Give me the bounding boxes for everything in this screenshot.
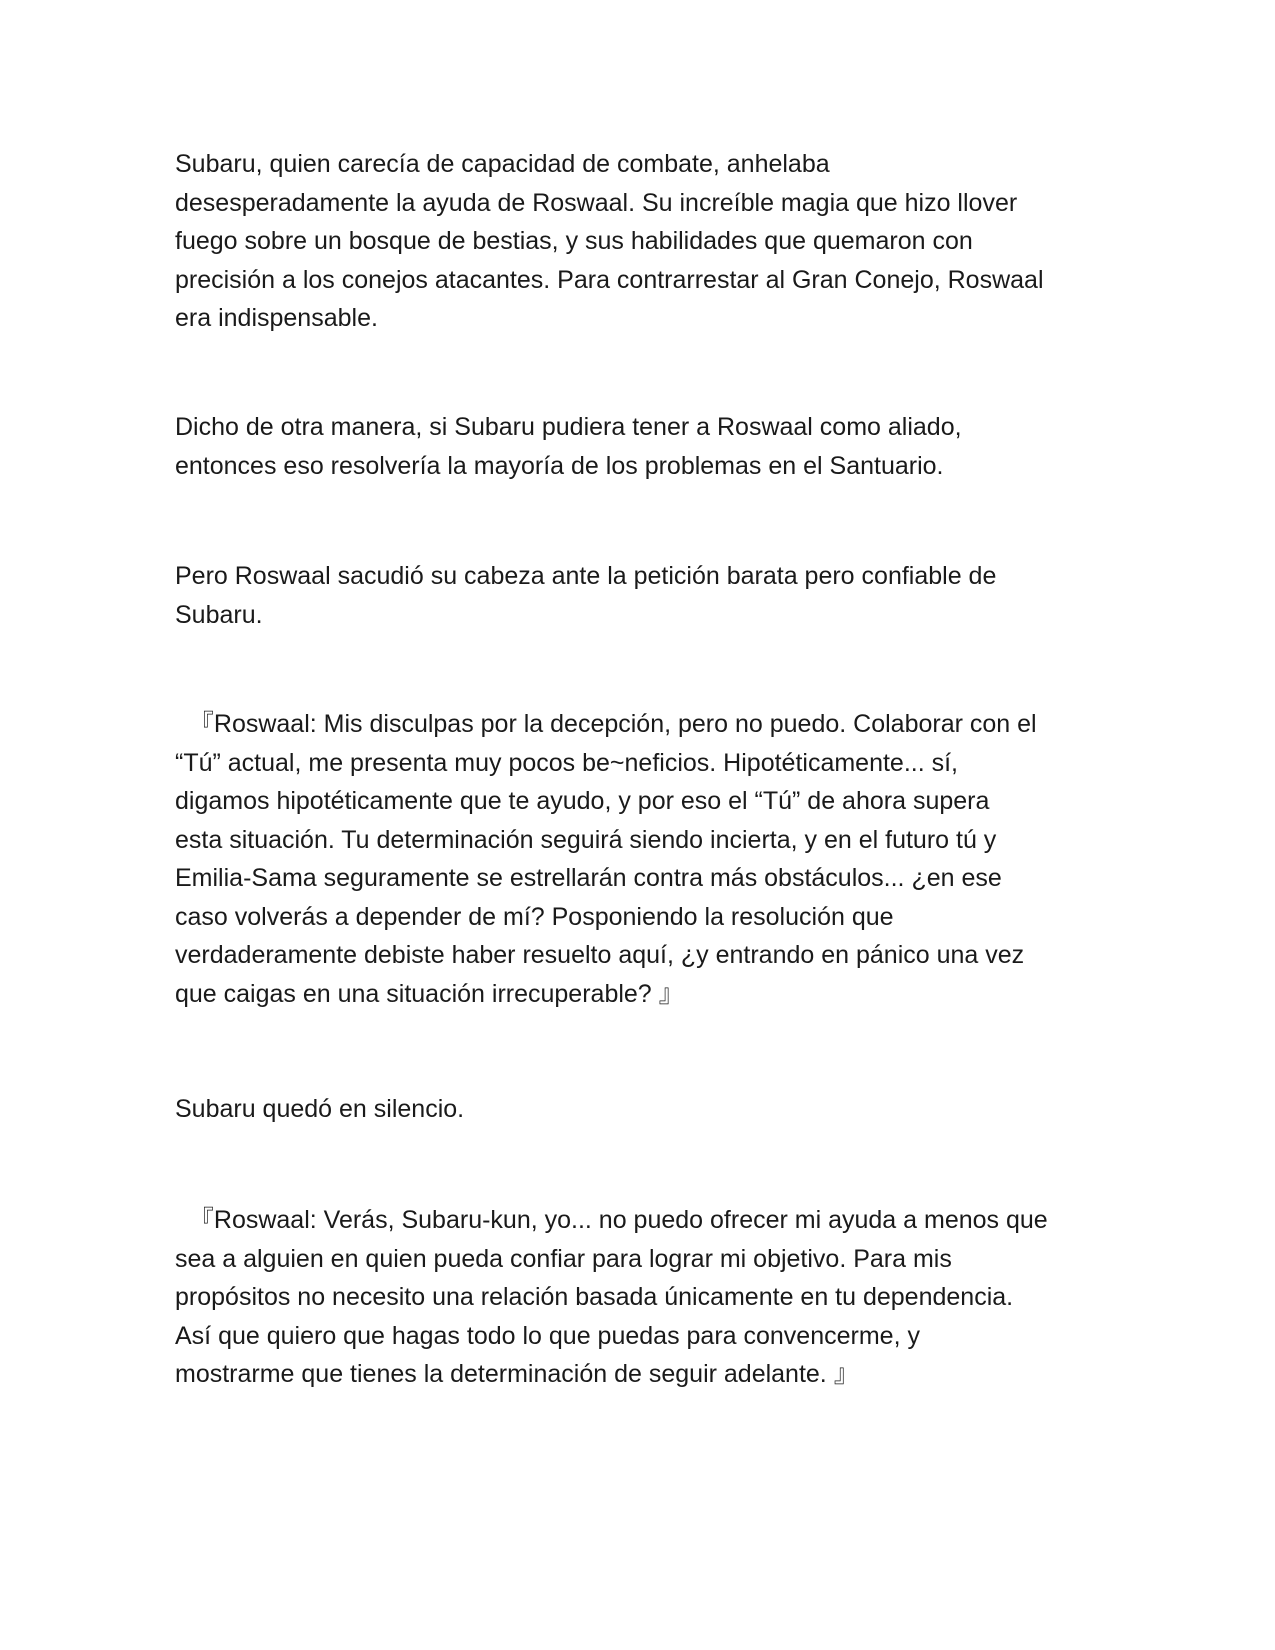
text-line: caso volverás a depender de mí? Posponiendo la resolución que: [175, 902, 894, 931]
text-line: Dicho de otra manera, si Subaru pudiera tener a Roswaal como aliado,: [175, 413, 962, 441]
text-line: mostrarme que tienes la determinación de seguir adelante. 』: [175, 1360, 859, 1388]
paragraph-narration-4: [175, 1090, 1115, 1129]
text-line: Emilia-Sama seguramente se estrellarán contra más obstáculos... ¿en ese: [175, 864, 1002, 892]
text-line: Subaru quedó en silencio.: [175, 1095, 465, 1123]
text-line: digamos hipotéticamente que te ayudo, y por eso el “Tú” de ahora supera: [175, 787, 990, 815]
text-line: fuego sobre un bosque de bestias, y sus habilidades que quemaron con: [175, 227, 973, 255]
text-line: propósitos no necesito una relación basada únicamente en tu dependencia.: [175, 1283, 1014, 1311]
text-line: Subaru.: [175, 600, 263, 629]
text-line: “Tú” actual, me presenta muy pocos be~neficios. Hipotéticamente... sí,: [175, 748, 959, 777]
text-line: Pero Roswaal sacudió su cabeza ante la petición barata pero confiable de: [175, 562, 997, 590]
text-line: Así que quiero que hagas todo lo que puedas para convencerme, y: [175, 1321, 920, 1350]
paragraph-narration-3: [175, 557, 1115, 634]
text-line: 『Roswaal: Mis disculpas por la decepción, pero no puedo. Colaborar con el: [175, 710, 1037, 738]
text-line: desesperadamente la ayuda de Roswaal. Su increíble magia que hizo llover: [175, 188, 1018, 217]
text-line: esta situación. Tu determinación seguirá siendo incierta, y en el futuro tú y: [175, 825, 997, 854]
paragraph-dialogue-roswaal-2: [175, 1201, 1115, 1394]
text-line: entonces eso resolvería la mayoría de los problemas en el Santuario.: [175, 451, 944, 480]
paragraph-narration-1: [175, 145, 1115, 338]
text-line: sea a alguien en quien pueda confiar para lograr mi objetivo. Para mis: [175, 1244, 952, 1273]
text-line: Subaru, quien carecía de capacidad de combate, anhelaba: [175, 150, 830, 178]
paragraph-narration-2: [175, 408, 1115, 485]
text-line: era indispensable.: [175, 304, 378, 332]
text-line: que caigas en una situación irrecuperable? 』: [175, 979, 684, 1008]
text-line: 『Roswaal: Verás, Subaru-kun, yo... no puedo ofrecer mi ayuda a menos que: [175, 1206, 1048, 1234]
paragraph-dialogue-roswaal-1: [175, 705, 1115, 1013]
text-line: precisión a los conejos atacantes. Para contrarrestar al Gran Conejo, Roswaal: [175, 265, 1044, 294]
text-line: verdaderamente debiste haber resuelto aquí, ¿y entrando en pánico una vez: [175, 941, 1025, 969]
